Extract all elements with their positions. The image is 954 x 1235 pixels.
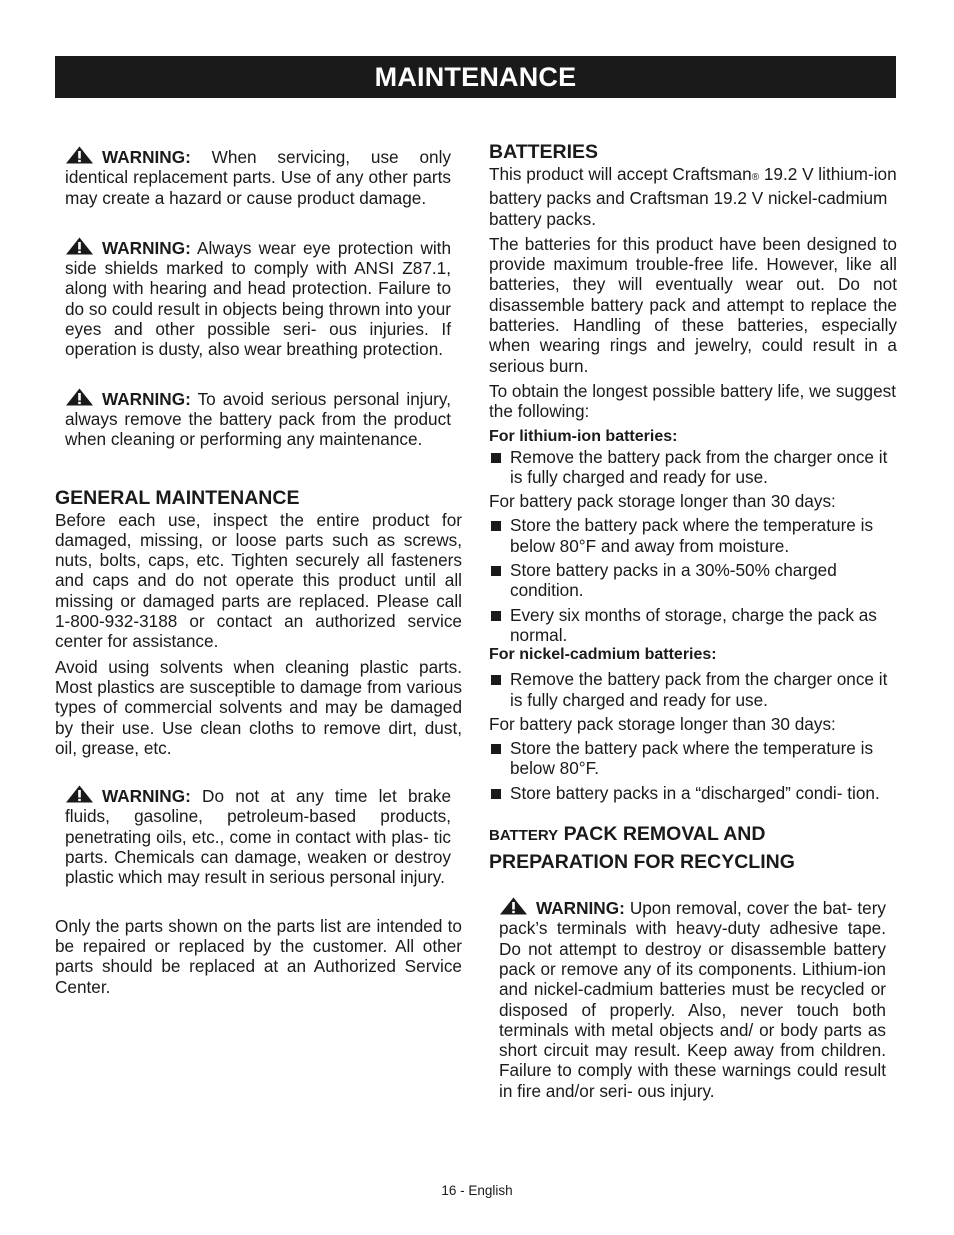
batteries-intro-text: This product will accept Craftsman — [489, 164, 752, 184]
warning-icon — [65, 146, 94, 164]
list-item: Store battery packs in a “discharged” condi- tion. — [489, 783, 897, 803]
registered-mark: ® — [751, 172, 760, 183]
warning-label: WARNING: — [102, 786, 191, 807]
list-item: Store the battery pack where the temperature is below 80°F and away from moisture. — [489, 515, 897, 556]
warning-text: When servicing, use only identical replacement parts. Use of any other parts may create a hazard or cause product damage. — [65, 147, 452, 208]
list-item: Every six months of storage, charge the pack as normal. — [489, 605, 897, 646]
batteries-heading: BATTERIES — [489, 141, 599, 163]
lithium-ion-subheading: For lithium-ion batteries: — [489, 427, 678, 445]
warning-battery-removal — [489, 897, 897, 1101]
warning-eye-protection — [55, 237, 462, 360]
battery-removal-heading-rest: PACK REMOVAL AND PREPARATION FOR RECYCLING — [489, 823, 795, 874]
page-number: 16 - English — [441, 1183, 513, 1198]
battery-removal-heading — [489, 821, 897, 875]
left-column — [55, 140, 462, 997]
nickel-cadmium-subheading: For nickel-cadmium batteries: — [489, 646, 717, 664]
warning-replacement-parts — [55, 146, 462, 208]
warning-label: WARNING: — [102, 237, 191, 258]
general-maintenance-paragraph: Before each use, inspect the entire product for damaged, missing, or loose parts such as screws, nuts, bolts, caps, etc. Tighten securely all fasteners and caps and do not operate this product until all missing or damaged parts are replaced. Please call 1-800-932-3188 or contact an authorized service center for assistance. — [55, 509, 462, 652]
warning-icon — [65, 237, 94, 255]
batteries-life-paragraph: To obtain the longest possible battery life, we suggest the following: — [489, 380, 897, 422]
lithium-ion-storage-text: For battery pack storage longer than 30 days: — [489, 491, 836, 512]
warning-label: WARNING: — [102, 147, 191, 167]
warning-label: WARNING: — [536, 898, 625, 919]
solvents-paragraph: Avoid using solvents when cleaning plastic parts. Most plastics are susceptible to damage from various types of commercial solvents and may be damaged by their use. Use clean cloths to remove dirt, dust, oil, grease, etc. — [55, 656, 462, 758]
list-item: Remove the battery pack from the charger once it is fully charged and ready for use. — [489, 669, 897, 710]
batteries-intro-text-cont: 19.2 V lithium-ion battery packs and Craftsman 19.2 V nickel-cadmium battery packs. — [489, 164, 897, 229]
page-title: MAINTENANCE — [55, 56, 896, 98]
warning-remove-battery — [55, 388, 462, 450]
warning-label: WARNING: — [102, 388, 191, 409]
batteries-intro — [489, 164, 897, 229]
warning-icon — [499, 897, 528, 915]
right-column — [489, 140, 897, 1101]
lithium-ion-list — [489, 447, 897, 488]
list-item: Store battery packs in a 30%-50% charged condition. — [489, 560, 897, 601]
general-maintenance-heading: GENERAL MAINTENANCE — [55, 486, 300, 509]
warning-text: Always wear eye protection with side shields marked to comply with ANSI Z87.1, along with hearing and head protection. Failure to do so could result in objects being thrown into your eyes and other possible seri- ous injuries. If operation is dusty, also wear breathing protection. — [65, 237, 452, 360]
lithium-ion-storage-list — [489, 515, 897, 645]
warning-text: Upon removal, cover the bat- tery pack’s terminals with heavy-duty adhesive tape. Do not attempt to destroy or disassemble battery pack or remove any of its components. Lithium-ion and nickel-cadmium batteries must be recycled or disposed of properly. Also, never touch both terminals with metal objects and/ or body parts as short circuit may result. Keep away from children. Failure to comply with these warnings could result in fire and/or seri- ous injury. — [499, 898, 887, 1101]
warning-icon — [65, 388, 94, 406]
list-item: Store the battery pack where the temperature is below 80°F. — [489, 738, 897, 779]
parts-note-paragraph: Only the parts shown on the parts list are intended to be repaired or replaced by the customer. All other parts should be replaced at an Authorized Service Center. — [55, 915, 462, 997]
battery-removal-heading-small: BATTERY — [489, 827, 559, 845]
warning-text: Do not at any time let brake fluids, gasoline, petroleum-based products, penetrating oils, etc., come in contact with plas- tic parts. Chemicals can damage, weaken or destroy plastic which may result in serious personal injury. — [65, 786, 451, 888]
nickel-cadmium-list — [489, 669, 897, 710]
nickel-cadmium-storage-text: For battery pack storage longer than 30 days: — [489, 713, 836, 734]
batteries-design-paragraph: The batteries for this product have been designed to provide maximum trouble-free life. However, like all batteries, they will eventually wear out. Do not disassemble battery pack and attempt to replace the batteries. Handling of these batteries, especially when wearing rings and jewelry, could result in a serious burn. — [489, 233, 897, 376]
nickel-cadmium-storage-list — [489, 738, 897, 803]
warning-chemicals — [55, 785, 462, 887]
warning-text: To avoid serious personal injury, always remove the battery pack from the product when cleaning or performing any maintenance. — [65, 388, 451, 450]
warning-icon — [65, 785, 94, 803]
list-item: Remove the battery pack from the charger once it is fully charged and ready for use. — [489, 447, 897, 488]
